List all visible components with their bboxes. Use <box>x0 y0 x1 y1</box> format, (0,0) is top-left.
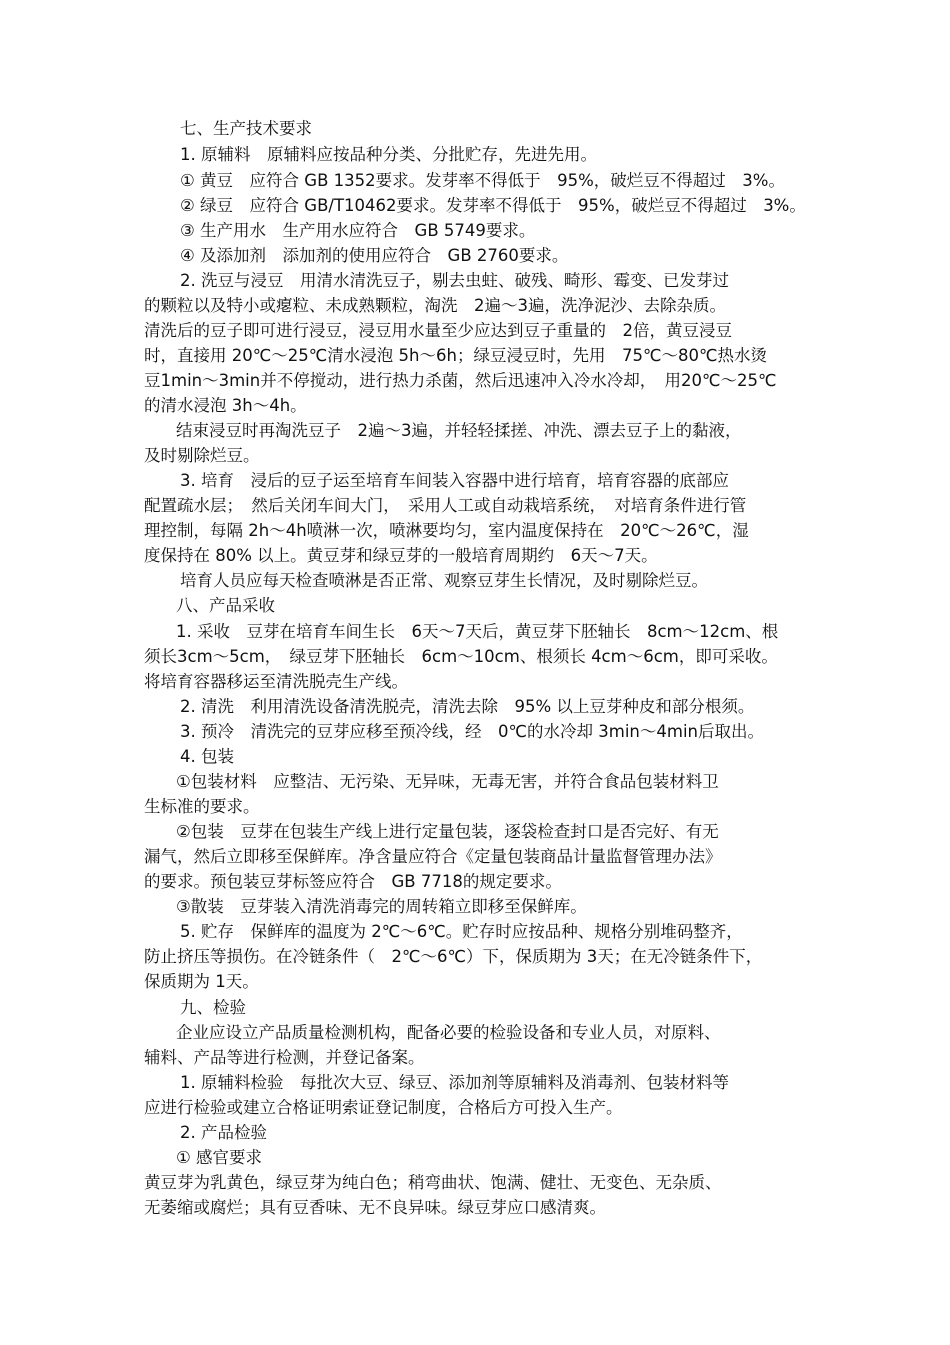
text-line: ③散装 豆芽装入清洗消毒完的周转箱立即移至保鲜库。 <box>176 897 587 916</box>
text-line: ② 绿豆 应符合 GB/T10462要求。发芽率不得低于 95%，破烂豆不得超过 3%。 <box>180 196 806 215</box>
text-line: 清洗后的豆子即可进行浸豆，浸豆用水量至少应达到豆子重量的 2倍，黄豆浸豆 <box>144 321 732 340</box>
text-line: 的要求。预包装豆芽标签应符合 GB 7718的规定要求。 <box>144 872 562 891</box>
text-line: ②包装 豆芽在包装生产线上进行定量包装，逐袋检查封口是否完好、有无 <box>176 822 719 841</box>
text-line: 企业应设立产品质量检测机构，配备必要的检验设备和专业人员，对原料、 <box>176 1023 721 1042</box>
section-heading-9: 九、检验 <box>180 998 246 1017</box>
text-line: 2. 洗豆与浸豆 用清水清洗豆子，剔去虫蛀、破残、畸形、霉变、已发芽过 <box>180 271 729 290</box>
section-heading-7: 七、生产技术要求 <box>180 119 312 138</box>
text-line: 时，直接用 20℃～25℃清水浸泡 5h～6h；绿豆浸豆时，先用 75℃～80℃热水烫 <box>144 346 768 365</box>
text-line: 漏气，然后立即移至保鲜库。净含量应符合《定量包装商品计量监督管理办法》 <box>144 847 722 866</box>
text-line: 将培育容器移运至清洗脱壳生产线。 <box>144 672 408 691</box>
text-line: ① 感官要求 <box>176 1148 263 1167</box>
text-line: 及时剔除烂豆。 <box>144 446 260 465</box>
text-line: 黄豆芽为乳黄色，绿豆芽为纯白色；稍弯曲状、饱满、健壮、无变色、无杂质、 <box>144 1173 722 1192</box>
text-line: 度保持在 80% 以上。黄豆芽和绿豆芽的一般培育周期约 6天～7天。 <box>144 546 658 565</box>
text-line: ③ 生产用水 生产用水应符合 GB 5749要求。 <box>180 221 536 240</box>
text-line: 的清水浸泡 3h～4h。 <box>144 396 307 415</box>
text-line: 辅料、产品等进行检测，并登记备案。 <box>144 1048 425 1067</box>
text-line: 3. 预冷 清洗完的豆芽应移至预冷线，经 0℃的水冷却 3min～4min后取出。 <box>180 722 764 741</box>
text-line: 结束浸豆时再淘洗豆子 2遍～3遍，并轻轻揉搓、冲洗、漂去豆子上的黏液， <box>176 421 742 440</box>
text-line: 保质期为 1天。 <box>144 972 259 991</box>
text-line: 配置疏水层； 然后关闭车间大门， 采用人工或自动栽培系统， 对培育条件进行管 <box>144 496 747 515</box>
text-line: 4. 包装 <box>180 747 234 766</box>
text-line: 2. 清洗 利用清洗设备清洗脱壳，清洗去除 95% 以上豆芽种皮和部分根须。 <box>180 697 755 716</box>
text-line: ① 黄豆 应符合 GB 1352要求。发芽率不得低于 95%，破烂豆不得超过 3%。 <box>180 171 785 190</box>
section-heading-8: 八、产品采收 <box>176 596 275 615</box>
text-line: 豆1min～3min并不停搅动，进行热力杀菌，然后迅速冲入冷水冷却， 用20℃～25℃ <box>144 371 777 390</box>
text-line: 生标准的要求。 <box>144 797 260 816</box>
text-line: 防止挤压等损伤。在冷链条件（ 2℃～6℃）下，保质期为 3天；在无冷链条件下， <box>144 947 763 966</box>
text-line: 应进行检验或建立合格证明索证登记制度，合格后方可投入生产。 <box>144 1098 623 1117</box>
text-line: 3. 培育 浸后的豆子运至培育车间装入容器中进行培育，培育容器的底部应 <box>180 471 729 490</box>
text-line: ④ 及添加剂 添加剂的使用应符合 GB 2760要求。 <box>180 246 569 265</box>
text-line: 1. 原辅料检验 每批次大豆、绿豆、添加剂等原辅料及消毒剂、包装材料等 <box>180 1073 729 1092</box>
text-line: 理控制，每隔 2h～4h喷淋一次，喷淋要均匀，室内温度保持在 20℃～26℃，湿 <box>144 521 749 540</box>
text-line: 1. 采收 豆芽在培育车间生长 6天～7天后，黄豆芽下胚轴长 8cm～12cm、根 <box>176 622 779 641</box>
text-line: 2. 产品检验 <box>180 1123 267 1142</box>
text-line: 无萎缩或腐烂；具有豆香味、无不良异味。绿豆芽应口感清爽。 <box>144 1198 606 1217</box>
text-line: 培育人员应每天检查喷淋是否正常、观察豆芽生长情况，及时剔除烂豆。 <box>180 571 708 590</box>
text-line: 1. 原辅料 原辅料应按品种分类、分批贮存，先进先用。 <box>180 145 597 164</box>
text-line: 须长3cm～5cm， 绿豆芽下胚轴长 6cm～10cm、根须长 4cm～6cm，即可采收。 <box>144 647 778 666</box>
text-line: 的颗粒以及特小或瘪粒、未成熟颗粒，淘洗 2遍～3遍，洗净泥沙、去除杂质。 <box>144 296 726 315</box>
text-line: 5. 贮存 保鲜库的温度为 2℃～6℃。贮存时应按品种、规格分别堆码整齐， <box>180 922 743 941</box>
text-line: ①包装材料 应整洁、无污染、无异味，无毒无害，并符合食品包装材料卫 <box>176 772 719 791</box>
